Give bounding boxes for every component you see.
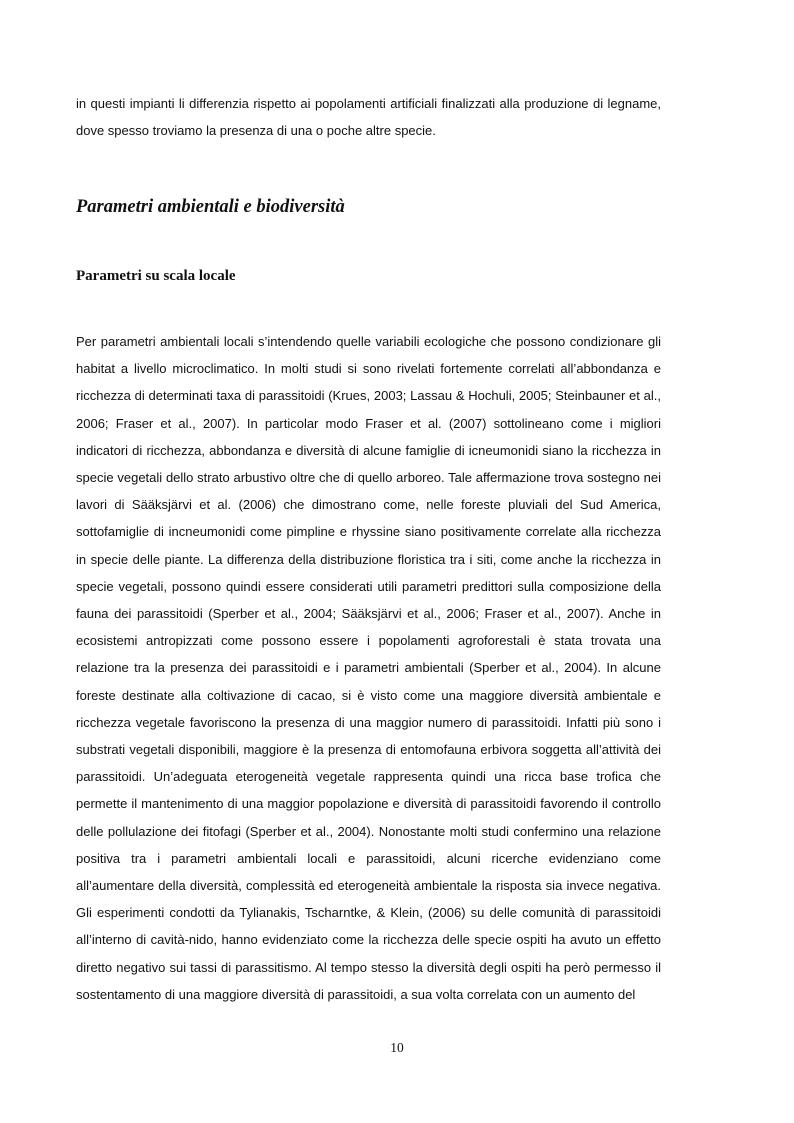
section-heading: Parametri ambientali e biodiversità bbox=[76, 197, 345, 217]
subsection-heading: Parametri su scala locale bbox=[76, 268, 236, 284]
intro-paragraph: in questi impianti li differenzia rispetto ai popolamenti artificiali finalizzati alla produzione di legname, dove spesso troviamo la presenza di una o poche altre specie. bbox=[76, 96, 661, 139]
page-number: 10 bbox=[390, 1040, 404, 1055]
local-parameters-paragraph: Per parametri ambientali locali s’intendendo quelle variabili ecologiche che possono condizionare gli habitat a livello microclimatico. In molti studi si sono rivelati fortemente correlati all’abbondanza e ricchezza di determinati taxa di parassitoidi (Krues, 2003; Lassau & Hochuli, 2005; Steinbauner et al., 2006; Fraser et al., 2007). In particolar modo Fraser et al. (2007) sottolineano come i migliori indicatori di ricchezza, abbondanza e diversità di alcune famiglie di icneumonidi siano la ricchezza in specie vegetali dello strato arbustivo oltre che di quello arboreo. Tale affermazione trova sostegno nei lavori di Sääksjärvi et al. (2006) che dimostrano come, nelle foreste pluviali del Sud America, sottofamiglie di incneumonidi come pimpline e rhyssine siano positivamente correlate alla ricchezza in specie delle piante. La differenza della distribuzione floristica tra i siti, come anche la ricchezza in specie vegetali, possono quindi essere considerati utili parametri predittori sulla composizione della fauna dei parassitoidi (Sperber et al., 2004; Sääksjärvi et al., 2006; Fraser et al., 2007). Anche in ecosistemi antropizzati come possono essere i popolamenti agroforestali è stata trovata una relazione tra la presenza dei parassitoidi e i parametri ambientali (Sperber et al., 2004). In alcune foreste destinate alla coltivazione di cacao, si è visto come una maggiore diversità ambientale e ricchezza vegetale favoriscono la presenza di una maggior numero di parassitoidi. Infatti più sono i substrati vegetali disponibili, maggiore è la presenza di entomofauna erbivora soggetta all’attività dei parassitoidi. Un’adeguata eterogeneità vegetale rappresenta quindi una ricca base trofica che permette il mantenimento di una maggior popolazione e diversità di parassitoidi favorendo il controllo delle pollulazione dei fitofagi (Sperber et al., 2004). Nonostante molti studi confermino una relazione positiva tra i parametri ambientali locali e parassitoidi, alcuni ricerche evidenziano come all’aumentare della diversità, complessità ed eterogeneità ambientale la risposta sia invece negativa. Gli esperimenti condotti da Tylianakis, Tscharntke, & Klein, (2006) su delle comunità di parassitoidi all’interno di cavità-nido, hanno evidenziato come la ricchezza delle specie ospiti ha avuto un effetto diretto negativo sui tassi di parassitismo. Al tempo stesso la diversità degli ospiti ha però permesso il sostentamento di una maggiore diversità di parassitoidi, a sua volta correlata con un aumento del bbox=[76, 334, 661, 1002]
